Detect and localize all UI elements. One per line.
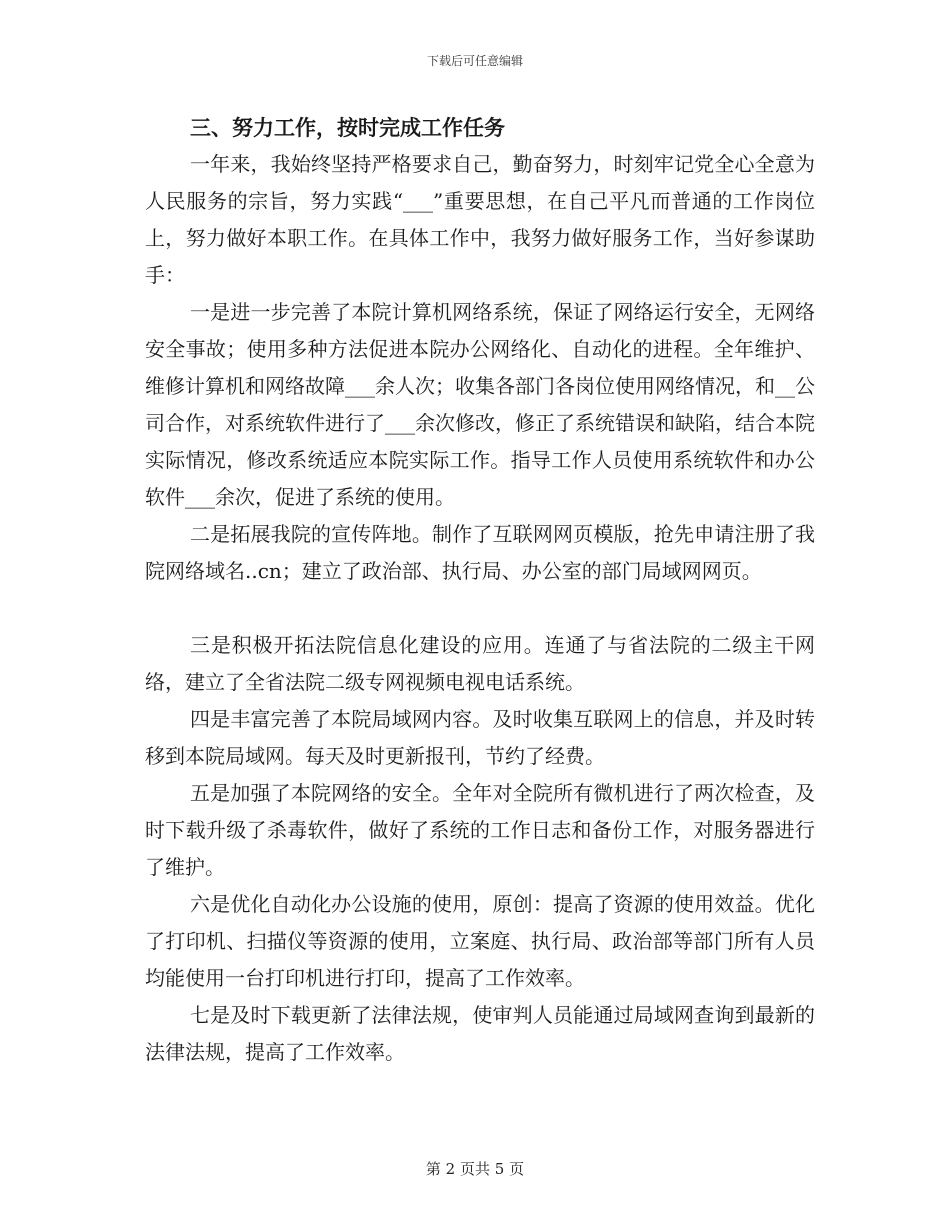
section-heading: 三、努力工作，按时完成工作任务 — [190, 115, 505, 140]
page-header: 下载后可任意编辑 — [426, 54, 523, 68]
paragraph-intro: 一年来，我始终坚持严格要求自己，勤奋努力，时刻牢记党全心全意为人民服务的宗旨，努力实践“___”重要思想，在自己平凡而普通的工作岗位上，努力做好本职工作。在具体工作中，我努力做好服务工作，当好参谋助手： — [145, 152, 815, 287]
paragraph-item-5: 五是加强了本院网络的安全。全年对全院所有微机进行了两次检查，及时下载升级了杀毒软件，做好了系统的工作日志和备份工作，对服务器进行了维护。 — [145, 781, 815, 879]
paragraph-item-2: 二是拓展我院的宣传阵地。制作了互联网网页模版，抢先申请注册了我院网络域名..cn；建立了政治部、执行局、办公室的部门局域网网页。 — [145, 522, 815, 583]
paragraph-item-4: 四是丰富完善了本院局域网内容。及时收集互联网上的信息，并及时转移到本院局域网。每天及时更新报刊，节约了经费。 — [145, 707, 815, 768]
paragraph-item-1: 一是进一步完善了本院计算机网络系统，保证了网络运行安全，无网络安全事故；使用多种方法促进本院办公网络化、自动化的进程。全年维护、维修计算机和网络故障___余人次；收集各部门各岗位使用网络情况，和__公司合作，对系统软件进行了___余次修改，修正了系统错误和缺陷，结合本院实际情况，修改系统适应本院实际工作。指导工作人员使用系统软件和办公软件___余次，促进了系统的使用。 — [145, 300, 815, 509]
paragraph-item-7: 七是及时下载更新了法律法规，使审判人员能通过局域网查询到最新的法律法规，提高了工作效率。 — [145, 1003, 815, 1064]
paragraph-item-6: 六是优化自动化办公设施的使用，原创：提高了资源的使用效益。优化了打印机、扫描仪等资源的使用，立案庭、执行局、政治部等部门所有人员均能使用一台打印机进行打印，提高了工作效率。 — [145, 892, 815, 990]
page-footer: 第 2 页共 5 页 — [425, 1160, 525, 1178]
paragraph-item-3: 三是积极开拓法院信息化建设的应用。连通了与省法院的二级主干网络，建立了全省法院二级专网视频电视电话系统。 — [145, 633, 815, 694]
